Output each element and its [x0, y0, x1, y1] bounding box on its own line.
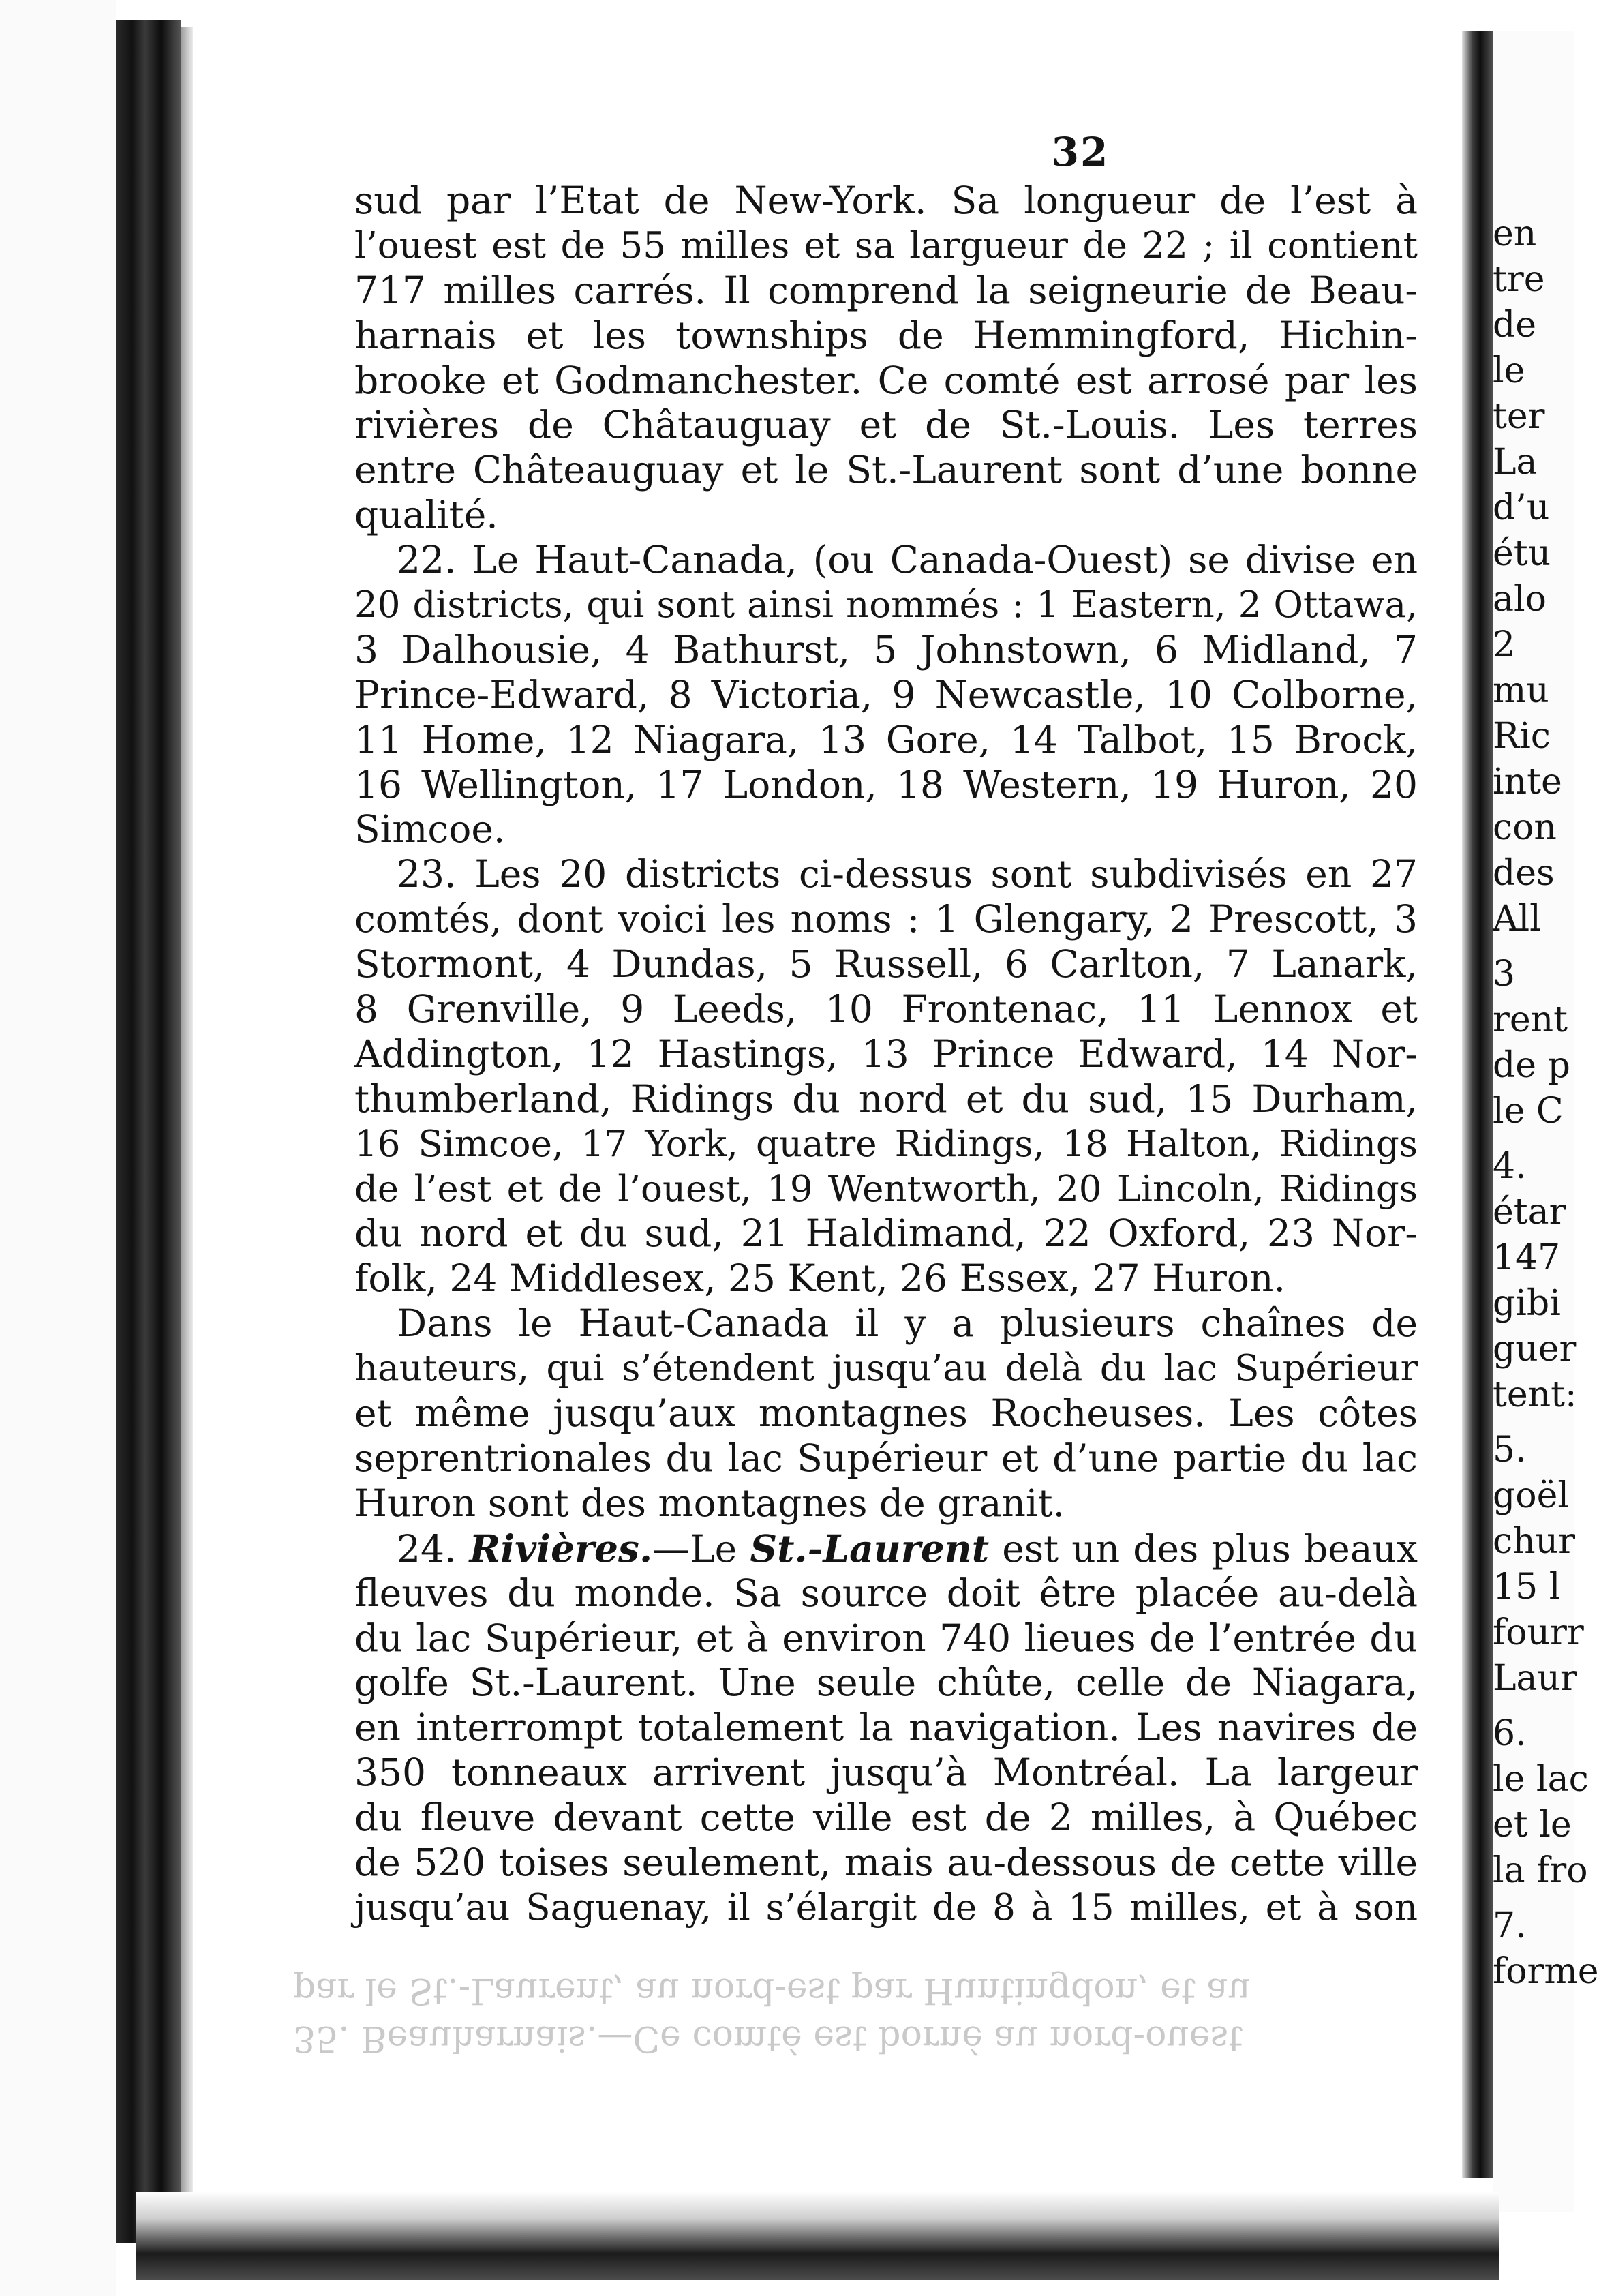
facing-page-line: le C	[1493, 1091, 1564, 1132]
text-line: Prince-Edward, 8 Victoria, 9 Newcastle, 10 Colborne,	[354, 672, 1418, 716]
facing-page-line: la fro	[1493, 1850, 1588, 1891]
facing-page-line: All	[1493, 898, 1541, 939]
show-through-text	[293, 1967, 1452, 2062]
facing-page-line: 15 l	[1493, 1567, 1561, 1607]
facing-page-line: forme	[1493, 1951, 1599, 1992]
book-bottom-edge	[136, 2192, 1499, 2280]
text-line: l’ouest est de 55 milles et sa largueur de 22 ; il contient	[354, 224, 1418, 267]
text-line: 717 milles carrés. Il comprend la seigneurie de Beau-	[354, 268, 1418, 312]
facing-page-line: gibi	[1493, 1283, 1561, 1324]
facing-page-line: La	[1493, 442, 1538, 483]
text-line: rivières de Châtauguay et de St.-Louis. Les terres	[354, 403, 1418, 447]
text-line: 8 Grenville, 9 Leeds, 10 Frontenac, 11 Lennox et	[354, 987, 1418, 1031]
text-line: comtés, dont voici les noms : 1 Glengary, 2 Prescott, 3	[354, 897, 1418, 941]
text-line: 16 Wellington, 17 London, 18 Western, 19 Huron, 20	[354, 762, 1418, 806]
text-line: hauteurs, qui s’étendent jusqu’au delà du lac Supérieur	[354, 1348, 1418, 1390]
text-run: est un des plus beaux	[989, 1526, 1418, 1571]
text-line: sud par l’Etat de New-York. Sa longueur de l’est à	[354, 179, 1418, 222]
text-line: 350 tonneaux arrivent jusqu’à Montréal. La largeur	[354, 1751, 1418, 1795]
facing-page-line: 6.	[1493, 1713, 1527, 1754]
facing-page-line: 147	[1493, 1237, 1561, 1278]
facing-page-line: goël	[1493, 1475, 1569, 1516]
page-number: 32	[1051, 129, 1110, 175]
text-run: 24.	[397, 1526, 470, 1571]
text-line: du lac Supérieur, et à environ 740 lieues de l’entrée du	[354, 1616, 1418, 1660]
facing-page-line: ter	[1493, 396, 1545, 437]
text-line: seprentrionales du lac Supérieur et d’une partie du lac	[354, 1436, 1418, 1480]
text-run: —Le	[652, 1526, 750, 1571]
facing-page-line: 7.	[1493, 1905, 1527, 1946]
text-line: Dans le Haut-Canada il y a plusieurs chaînes de	[397, 1301, 1418, 1346]
facing-page-line: d’u	[1493, 487, 1550, 528]
text-line: Simcoe.	[354, 807, 506, 851]
text-line: Stormont, 4 Dundas, 5 Russell, 6 Carlton, 7 Lanark,	[354, 942, 1418, 986]
text-line: 3 Dalhousie, 4 Bathurst, 5 Johnstown, 6 Midland, 7	[354, 627, 1418, 671]
facing-page-line: le	[1493, 350, 1525, 391]
scanner-margin	[0, 0, 116, 2296]
text-line: 23. Les 20 districts ci-dessus sont subdivisés en 27	[397, 852, 1418, 896]
facing-page-line: 4.	[1493, 1146, 1527, 1187]
text-line: du nord et du sud, 21 Haldimand, 22 Oxford, 23 Nor-	[354, 1211, 1418, 1256]
facing-page-line: fourr	[1493, 1612, 1584, 1653]
text-line: de l’est et de l’ouest, 19 Wentworth, 20 Lincoln, Ridings	[354, 1168, 1418, 1210]
text-line: 20 districts, qui sont ainsi nommés : 1 Eastern, 2 Ottawa,	[354, 584, 1418, 626]
text-line: 22. Le Haut-Canada, (ou Canada-Ouest) se divise en	[397, 538, 1418, 582]
text-line: brooke et Godmanchester. Ce comté est arrosé par les	[354, 358, 1418, 402]
show-through-line: par le St.-Laurent, au nord-est par Huntingdon, et au	[293, 1970, 1251, 2011]
facing-page-line: étar	[1493, 1192, 1566, 1233]
text-line: qualité.	[354, 493, 498, 537]
italic-heading: St.-Laurent	[750, 1526, 990, 1571]
text-line: et même jusqu’aux montagnes Rocheuses. Les côtes	[354, 1391, 1418, 1436]
text-line: en interrompt totalement la navigation. Les navires de	[354, 1706, 1418, 1750]
facing-page-line: de p	[1493, 1045, 1570, 1086]
text-line: fleuves du monde. Sa source doit être placée au-delà	[354, 1571, 1418, 1615]
facing-page-line: 5.	[1493, 1430, 1527, 1470]
text-line: 11 Home, 12 Niagara, 13 Gore, 14 Talbot, 15 Brock,	[354, 717, 1418, 761]
book-gutter	[1462, 31, 1493, 2178]
text-line: du fleuve devant cette ville est de 2 milles, à Québec	[354, 1796, 1418, 1840]
facing-page-line: 2	[1493, 624, 1516, 665]
text-line: Addington, 12 Hastings, 13 Prince Edward, 14 Nor-	[354, 1031, 1418, 1076]
facing-page-line: guer	[1493, 1329, 1577, 1370]
facing-page-line: rent	[1493, 999, 1568, 1040]
show-through-line: 35. Beauharnais.—Ce comté est borné au nord-ouest	[293, 2018, 1243, 2059]
text-line: jusqu’au Saguenay, il s’élargit de 8 à 15 milles, et à son	[354, 1886, 1418, 1929]
facing-page-line: tre	[1493, 259, 1545, 300]
book-spine-edge	[116, 20, 181, 2243]
facing-page-line: des	[1493, 853, 1555, 894]
facing-page-line: con	[1493, 807, 1557, 848]
facing-page-line: de	[1493, 305, 1537, 346]
text-line: Huron sont des montagnes de granit.	[354, 1481, 1065, 1525]
facing-page-line: en	[1493, 213, 1537, 254]
facing-page-line: chur	[1493, 1521, 1575, 1562]
facing-page-line: étu	[1493, 533, 1551, 574]
facing-page-line: tent:	[1493, 1374, 1577, 1415]
page-edge-highlight	[181, 27, 193, 2229]
facing-page-line: alo	[1493, 579, 1547, 620]
facing-page-line: inte	[1493, 761, 1562, 802]
facing-page-line: Laur	[1493, 1658, 1577, 1699]
facing-page-line: 3	[1493, 954, 1516, 995]
text-line: de 520 toises seulement, mais au-dessous de cette ville	[354, 1840, 1418, 1884]
facing-page-line: le lac	[1493, 1759, 1589, 1800]
facing-page-line: et le	[1493, 1804, 1572, 1845]
text-line: 16 Simcoe, 17 York, quatre Ridings, 18 Halton, Ridings	[354, 1123, 1418, 1165]
text-line: golfe St.-Laurent. Une seule chûte, celle de Niagara,	[354, 1661, 1418, 1705]
page-body-text	[354, 179, 1418, 1931]
text-line: entre Châteauguay et le St.-Laurent sont d’une bonne	[354, 448, 1418, 492]
text-line	[354, 1526, 1418, 1571]
text-line: harnais et les townships de Hemmingford, Hichin-	[354, 313, 1418, 357]
text-line: folk, 24 Middlesex, 25 Kent, 26 Essex, 27 Huron.	[354, 1256, 1285, 1301]
italic-heading: Rivières.	[469, 1526, 653, 1571]
text-line: thumberland, Ridings du nord et du sud, 15 Durham,	[354, 1076, 1418, 1121]
facing-page-33-fragment	[1493, 31, 1599, 2212]
facing-page-line: mu	[1493, 670, 1549, 711]
facing-page-line: Ric	[1493, 716, 1551, 757]
